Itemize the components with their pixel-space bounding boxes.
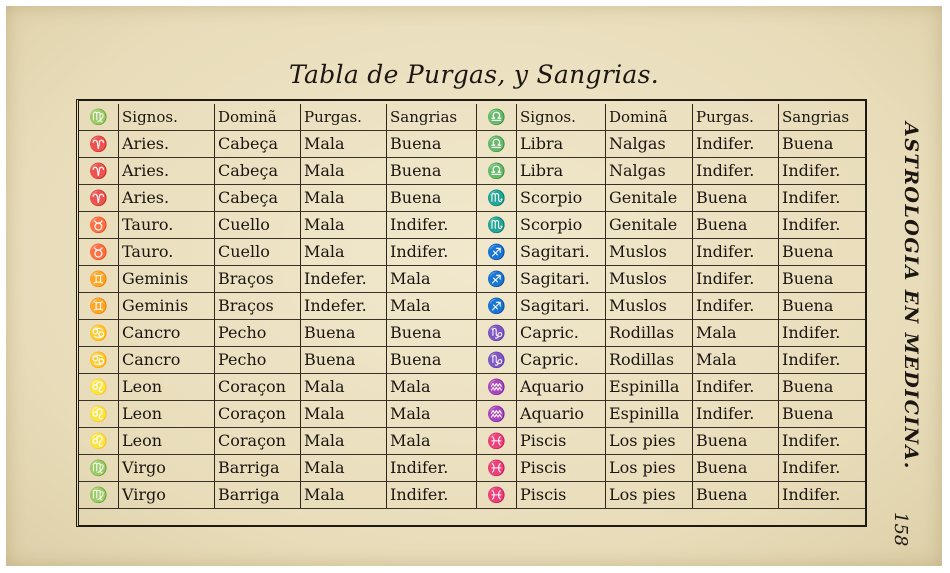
page-title: Tabla de Purgas, y Sangrias. — [289, 60, 659, 89]
cell-sign-glyph: ♋ — [79, 347, 119, 373]
cell-sangrias: Indifer. — [387, 212, 477, 238]
cell-sign-glyph: ♌ — [79, 401, 119, 427]
cell-body-part: Pecho — [215, 320, 301, 346]
cell-sangrias: Mala — [387, 428, 477, 454]
table-header-row — [79, 104, 865, 131]
cell-sign-glyph: ♈ — [79, 131, 119, 157]
cell-sign-name: Libra — [517, 158, 606, 184]
cell-sign-glyph: ♓ — [477, 482, 517, 508]
cell-sangrias: Indifer. — [387, 239, 477, 265]
cell-body-part: Muslos — [606, 266, 693, 292]
cell-sign-glyph: ♓ — [477, 428, 517, 454]
cell-sign-name: Cancro — [119, 320, 215, 346]
cell-sign-glyph: ♎ — [477, 158, 517, 184]
cell-body-part: Muslos — [606, 293, 693, 319]
cell-sign-name: Sagitari. — [517, 293, 606, 319]
cell-body-part: Espinilla — [606, 374, 693, 400]
cell-sign-glyph: ♐ — [477, 293, 517, 319]
cell-sign-name: Aries. — [119, 131, 215, 157]
header-purgas: Purgas. — [301, 104, 387, 130]
table-row — [79, 212, 865, 239]
header-sign-name: Signos. — [119, 104, 215, 130]
cell-body-part: Cabeça — [215, 131, 301, 157]
table-row — [79, 131, 865, 158]
cell-sign-name: Aquario — [517, 374, 606, 400]
cell-sign-name: Scorpio — [517, 185, 606, 211]
cell-purgas: Mala — [693, 320, 779, 346]
cell-sangrias: Indifer. — [387, 455, 477, 481]
cell-purgas: Buena — [301, 320, 387, 346]
cell-sign-glyph: ♍ — [79, 455, 119, 481]
cell-sign-name: Sagitari. — [517, 239, 606, 265]
cell-purgas: Indifer. — [693, 266, 779, 292]
cell-sign-name: Virgo — [119, 455, 215, 481]
cell-sign-glyph: ♈ — [79, 158, 119, 184]
cell-sign-name: Scorpio — [517, 212, 606, 238]
cell-purgas: Mala — [301, 374, 387, 400]
header-sign-glyph: ♍ — [79, 104, 119, 130]
cell-sign-name: Libra — [517, 131, 606, 157]
cell-body-part: Rodillas — [606, 347, 693, 373]
cell-sign-name: Virgo — [119, 482, 215, 508]
cell-sangrias: Indifer. — [782, 188, 841, 207]
cell-body-part: Cabeça — [215, 158, 301, 184]
cell-sign-name: Sagitari. — [517, 266, 606, 292]
cell-purgas: Indifer. — [693, 131, 779, 157]
cell-sign-name: Capric. — [517, 320, 606, 346]
cell-sangrias: Mala — [387, 401, 477, 427]
cell-sign-glyph: ♑ — [477, 320, 517, 346]
cell-body-part: Braços — [215, 266, 301, 292]
cell-sangrias: Indifer. — [782, 215, 841, 234]
cell-sign-name: Piscis — [517, 428, 606, 454]
cell-sign-glyph: ♐ — [477, 239, 517, 265]
cell-purgas: Indefer. — [301, 266, 387, 292]
cell-sign-glyph: ♏ — [477, 185, 517, 211]
cell-purgas: Mala — [301, 158, 387, 184]
cell-body-part: Coraçon — [215, 401, 301, 427]
cell-sangrias: Buena — [782, 134, 834, 153]
cell-body-part: Genitale — [606, 212, 693, 238]
cell-sangrias: Buena — [387, 185, 477, 211]
cell-sangrias: Mala — [387, 293, 477, 319]
cell-sign-glyph: ♒ — [477, 401, 517, 427]
cell-purgas: Mala — [301, 428, 387, 454]
cell-sangrias: Indifer. — [387, 482, 477, 508]
cell-purgas: Indefer. — [301, 293, 387, 319]
cell-sangrias: Buena — [387, 131, 477, 157]
cell-body-part: Los pies — [606, 428, 693, 454]
cell-sangrias: Buena — [782, 377, 834, 396]
table-row — [79, 374, 865, 401]
cell-body-part: Barriga — [215, 482, 301, 508]
cell-sign-glyph: ♌ — [79, 428, 119, 454]
cell-sangrias: Buena — [387, 320, 477, 346]
table-row — [79, 482, 865, 509]
cell-sign-glyph: ♊ — [79, 266, 119, 292]
cell-body-part: Pecho — [215, 347, 301, 373]
cell-body-part: Muslos — [606, 239, 693, 265]
table-row — [79, 320, 865, 347]
cell-purgas: Mala — [693, 347, 779, 373]
cell-purgas: Mala — [301, 455, 387, 481]
cell-sign-name: Aries. — [119, 158, 215, 184]
cell-sangrias: Buena — [782, 404, 834, 423]
cell-sangrias: Buena — [387, 347, 477, 373]
cell-body-part: Los pies — [606, 455, 693, 481]
cell-sign-name: Aquario — [517, 401, 606, 427]
table-row — [79, 239, 865, 266]
cell-sign-glyph: ♊ — [79, 293, 119, 319]
page-number: 158 — [890, 512, 911, 547]
running-head: ASTROLOGIA EN MEDICINA. — [900, 122, 922, 470]
table-row — [79, 401, 865, 428]
cell-purgas: Indifer. — [693, 158, 779, 184]
cell-sign-glyph: ♉ — [79, 212, 119, 238]
cell-body-part: Los pies — [606, 482, 693, 508]
cell-sign-glyph: ♓ — [477, 455, 517, 481]
cell-sign-glyph: ♈ — [79, 185, 119, 211]
cell-purgas: Mala — [301, 212, 387, 238]
cell-sangrias: Indifer. — [782, 350, 841, 369]
header-sangrias: Sangrias — [387, 104, 477, 130]
cell-purgas: Buena — [693, 212, 779, 238]
cell-purgas: Mala — [301, 401, 387, 427]
cell-purgas: Buena — [693, 428, 779, 454]
cell-sangrias: Indifer. — [782, 458, 841, 477]
cell-sign-glyph: ♍ — [79, 482, 119, 508]
cell-purgas: Mala — [301, 482, 387, 508]
cell-sign-name: Leon — [119, 401, 215, 427]
cell-sign-glyph: ♎ — [477, 131, 517, 157]
cell-sign-glyph: ♌ — [79, 374, 119, 400]
cell-body-part: Nalgas — [606, 131, 693, 157]
cell-body-part: Nalgas — [606, 158, 693, 184]
cell-sangrias: Buena — [782, 296, 834, 315]
cell-body-part: Cuello — [215, 212, 301, 238]
cell-purgas: Mala — [301, 239, 387, 265]
cell-body-part: Rodillas — [606, 320, 693, 346]
cell-sangrias: Mala — [387, 374, 477, 400]
cell-purgas: Indifer. — [693, 374, 779, 400]
header-sign-glyph: ♎ — [477, 104, 517, 130]
cell-purgas: Mala — [301, 185, 387, 211]
cell-sangrias: Buena — [387, 158, 477, 184]
cell-sign-name: Aries. — [119, 185, 215, 211]
cell-body-part: Coraçon — [215, 428, 301, 454]
cell-sign-name: Tauro. — [119, 212, 215, 238]
cell-sign-glyph: ♒ — [477, 374, 517, 400]
table-row — [79, 266, 865, 293]
cell-sign-glyph: ♑ — [477, 347, 517, 373]
cell-sign-name: Piscis — [517, 482, 606, 508]
table-row — [79, 293, 865, 320]
cell-sign-name: Cancro — [119, 347, 215, 373]
table-row — [79, 455, 865, 482]
cell-purgas: Indifer. — [693, 401, 779, 427]
cell-sign-glyph: ♋ — [79, 320, 119, 346]
header-purgas: Purgas. — [693, 104, 779, 130]
cell-purgas: Buena — [693, 185, 779, 211]
cell-body-part: Braços — [215, 293, 301, 319]
table-row — [79, 347, 865, 374]
cell-body-part: Cabeça — [215, 185, 301, 211]
cell-sign-glyph: ♐ — [477, 266, 517, 292]
cell-sangrias: Indifer. — [782, 323, 841, 342]
cell-sangrias: Indifer. — [782, 431, 841, 450]
cell-sign-name: Leon — [119, 374, 215, 400]
cell-sangrias: Indifer. — [782, 161, 841, 180]
cell-purgas: Mala — [301, 131, 387, 157]
cell-purgas: Buena — [693, 455, 779, 481]
header-sign-name: Signos. — [517, 104, 606, 130]
table-row — [79, 428, 865, 455]
cell-body-part: Cuello — [215, 239, 301, 265]
cell-sign-name: Geminis — [119, 293, 215, 319]
cell-purgas: Indifer. — [693, 239, 779, 265]
cell-body-part: Coraçon — [215, 374, 301, 400]
cell-sangrias: Buena — [782, 242, 834, 261]
cell-sign-name: Capric. — [517, 347, 606, 373]
cell-sangrias: Indifer. — [782, 485, 841, 504]
cell-sign-name: Geminis — [119, 266, 215, 292]
cell-purgas: Buena — [301, 347, 387, 373]
header-body-part: Dominã — [215, 104, 301, 130]
cell-sign-name: Tauro. — [119, 239, 215, 265]
cell-sangrias: Buena — [782, 269, 834, 288]
table-row — [79, 185, 865, 212]
cell-body-part: Barriga — [215, 455, 301, 481]
purgas-sangrias-table — [76, 99, 867, 527]
cell-body-part: Espinilla — [606, 401, 693, 427]
cell-sign-name: Piscis — [517, 455, 606, 481]
header-body-part: Dominã — [606, 104, 693, 130]
book-page — [6, 6, 942, 566]
cell-sign-glyph: ♉ — [79, 239, 119, 265]
table-row — [79, 158, 865, 185]
cell-sign-glyph: ♏ — [477, 212, 517, 238]
cell-purgas: Buena — [693, 482, 779, 508]
cell-sign-name: Leon — [119, 428, 215, 454]
cell-body-part: Genitale — [606, 185, 693, 211]
cell-sangrias: Mala — [387, 266, 477, 292]
cell-purgas: Indifer. — [693, 293, 779, 319]
header-sangrias: Sangrias — [782, 108, 850, 126]
